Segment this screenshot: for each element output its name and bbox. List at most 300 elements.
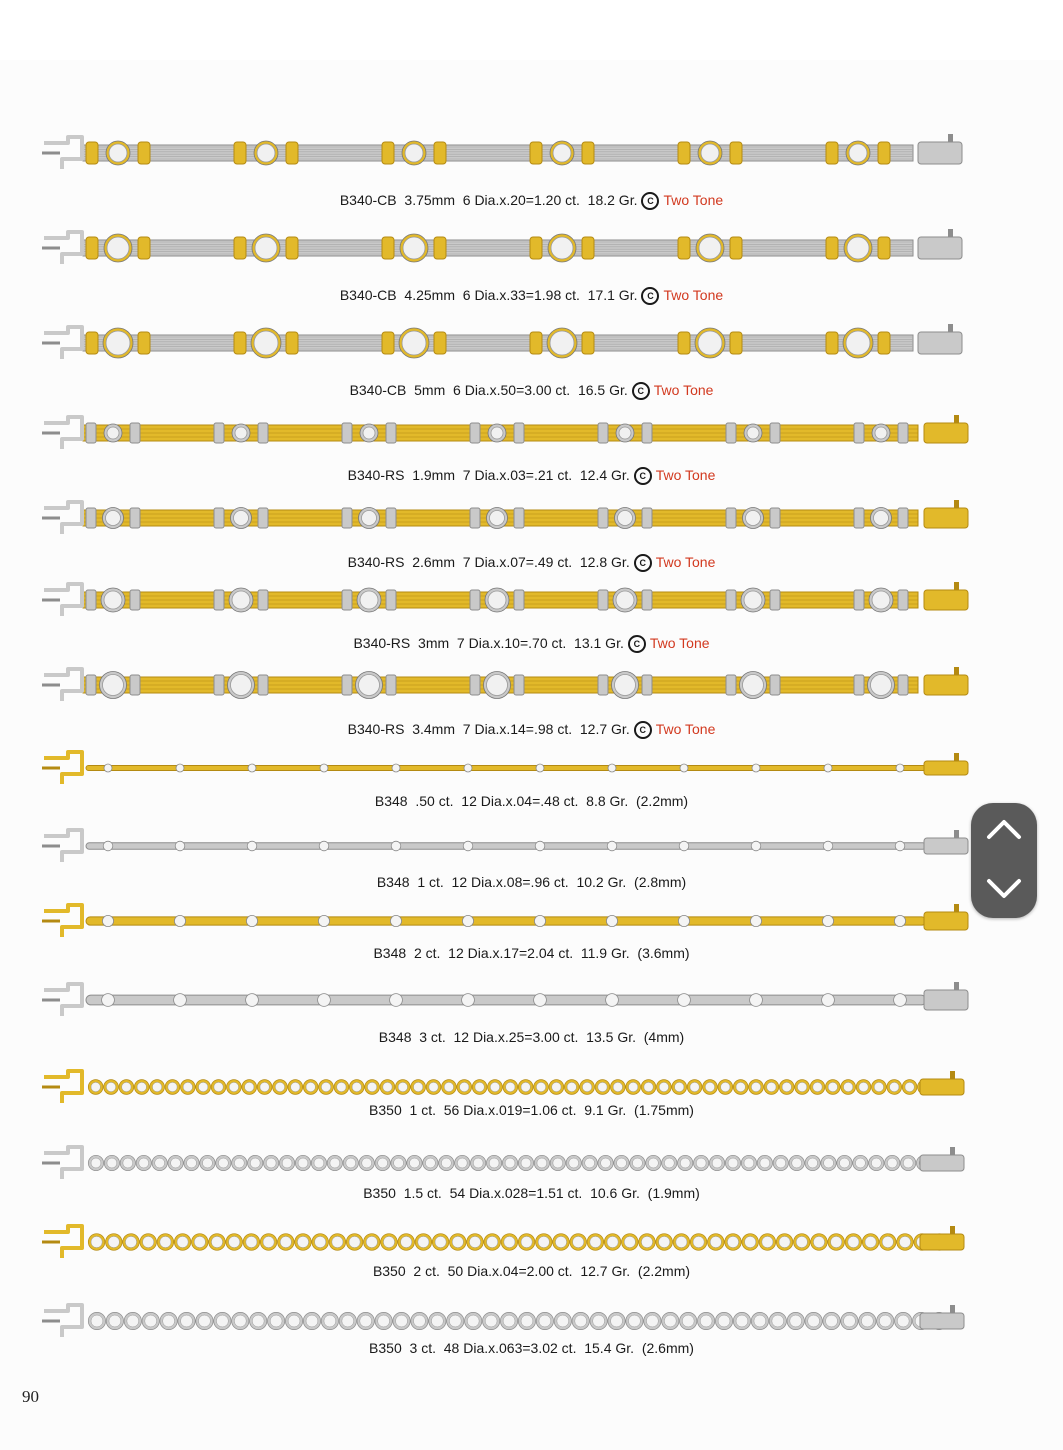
diamond <box>682 1315 694 1327</box>
white-bar <box>86 675 96 695</box>
diamond <box>826 1315 838 1327</box>
gold-bar <box>878 237 890 259</box>
bracelet-image <box>38 1140 973 1186</box>
diamond <box>772 1315 784 1327</box>
diamond <box>414 1082 423 1091</box>
white-bar <box>470 508 480 528</box>
gold-bar <box>730 142 742 164</box>
diamond <box>693 1236 704 1247</box>
diamond <box>894 994 907 1007</box>
diamond <box>460 1082 469 1091</box>
box-clasp <box>920 1079 964 1095</box>
gold-bar <box>582 142 594 164</box>
diamond <box>127 1315 139 1327</box>
diamond <box>137 1082 146 1091</box>
diamond <box>808 1315 820 1327</box>
diamond <box>744 1158 754 1168</box>
white-bar <box>214 423 224 443</box>
white-bar <box>854 675 864 695</box>
diamond <box>535 841 545 851</box>
diamond <box>607 841 617 851</box>
white-bar <box>642 590 652 610</box>
bracelet-caption <box>0 793 1063 809</box>
diamond <box>246 994 259 1007</box>
white-bar <box>770 508 780 528</box>
diamond <box>536 764 544 772</box>
box-clasp <box>920 1234 964 1250</box>
box-clasp <box>918 332 962 354</box>
white-bar <box>514 590 524 610</box>
diamond <box>247 841 257 851</box>
diamond <box>598 1082 607 1091</box>
caption-text: B340-CB 3.75mm 6 Dia.x.20=1.20 ct. 18.2 Gr. <box>339 192 638 208</box>
diamond <box>306 1082 315 1091</box>
diamond <box>828 1082 837 1091</box>
gold-bar <box>234 142 246 164</box>
diamond <box>266 1158 276 1168</box>
diamond <box>590 1236 601 1247</box>
diamond <box>171 1158 181 1168</box>
diamond <box>488 591 506 609</box>
diamond <box>288 1315 300 1327</box>
white-bar <box>854 423 864 443</box>
two-tone-label: Two Tone <box>663 192 724 208</box>
diamond <box>257 144 275 162</box>
diamond <box>553 144 571 162</box>
diamond <box>160 1236 171 1247</box>
diamond <box>690 1082 699 1091</box>
diamond <box>102 994 115 1007</box>
white-bar <box>898 675 908 695</box>
diamond <box>321 1082 330 1091</box>
diamond <box>678 994 691 1007</box>
caption-text: B350 3 ct. 48 Dia.x.063=3.02 ct. 15.4 Gr. (2.6mm) <box>369 1340 694 1356</box>
diamond <box>848 1236 859 1247</box>
diamond <box>890 1082 899 1091</box>
diamond <box>394 1158 404 1168</box>
gold-bar <box>138 237 150 259</box>
diamond <box>457 1158 467 1168</box>
diamond <box>696 1158 706 1168</box>
diamond <box>751 1082 760 1091</box>
clasp-pin <box>954 582 959 590</box>
diamond <box>569 1158 579 1168</box>
diamond <box>844 1315 856 1327</box>
white-bar <box>598 675 608 695</box>
diamond <box>646 1315 658 1327</box>
diamond <box>396 1315 408 1327</box>
diamond <box>248 764 256 772</box>
diamond <box>346 1158 356 1168</box>
diamond <box>431 1315 443 1327</box>
bracelet-caption <box>0 287 1063 305</box>
bracelet-image <box>38 1298 973 1344</box>
gold-bar <box>730 237 742 259</box>
diamond <box>894 915 905 926</box>
white-bar <box>86 590 96 610</box>
gold-bar <box>730 332 742 354</box>
white-bar <box>258 508 268 528</box>
diamond <box>297 1236 308 1247</box>
cable-link <box>83 240 913 256</box>
diamond <box>844 1082 853 1091</box>
diamond <box>444 1082 453 1091</box>
diamond <box>618 511 633 526</box>
caption-text: B340-RS 3.4mm 7 Dia.x.14=.98 ct. 12.7 Gr. <box>347 721 630 737</box>
white-bar <box>386 423 396 443</box>
bracelet-image <box>38 977 973 1023</box>
diamond <box>360 1315 372 1327</box>
copyright-icon: C <box>641 287 659 305</box>
bracelet-image <box>38 130 973 176</box>
diamond <box>229 1236 240 1247</box>
diamond <box>743 675 764 696</box>
diamond <box>505 1158 515 1168</box>
white-bar <box>130 423 140 443</box>
white-bar <box>342 675 352 695</box>
diamond <box>211 1236 222 1247</box>
diamond <box>390 915 401 926</box>
diamond <box>553 1158 563 1168</box>
gold-bar <box>878 332 890 354</box>
box-clasp <box>924 912 968 930</box>
chevron-down-icon <box>986 875 1022 901</box>
diamond <box>776 1158 786 1168</box>
diamond <box>808 1158 818 1168</box>
diamond <box>106 1082 115 1091</box>
diamond <box>619 427 631 439</box>
diamond <box>705 1082 714 1091</box>
diamond <box>168 1082 177 1091</box>
bracelet-image <box>38 225 973 271</box>
white-bar <box>898 508 908 528</box>
diamond <box>254 331 278 355</box>
diamond <box>360 591 378 609</box>
diamond <box>252 1315 264 1327</box>
diamond <box>859 1082 868 1091</box>
diamond <box>718 1315 730 1327</box>
gold-bar <box>826 332 838 354</box>
diamond <box>701 144 719 162</box>
diamond <box>779 1236 790 1247</box>
diamond <box>391 841 401 851</box>
box-clasp <box>920 1155 964 1171</box>
diamond <box>91 1082 100 1091</box>
diamond <box>615 675 636 696</box>
bracelet-image <box>38 577 973 623</box>
box-clasp <box>924 761 968 775</box>
white-bar <box>898 590 908 610</box>
diamond <box>593 1315 605 1327</box>
diamond <box>534 994 547 1007</box>
gold-bar <box>382 237 394 259</box>
diamond <box>617 1158 627 1168</box>
white-bar <box>214 508 224 528</box>
white-bar <box>726 590 736 610</box>
diamond <box>318 915 329 926</box>
diamond <box>797 1082 806 1091</box>
diamond <box>229 1082 238 1091</box>
diamond <box>485 1315 497 1327</box>
bracelet-image <box>38 745 973 791</box>
diamond <box>306 1315 318 1327</box>
diamond <box>754 1315 766 1327</box>
diamond <box>659 1082 668 1091</box>
diamond <box>452 1236 463 1247</box>
gold-bar <box>826 142 838 164</box>
box-clasp <box>920 1313 964 1329</box>
bar-link <box>86 995 926 1005</box>
diamond <box>822 994 835 1007</box>
white-bar <box>470 423 480 443</box>
diamond <box>104 591 122 609</box>
page-number: 90 <box>22 1387 39 1406</box>
gold-bar <box>582 332 594 354</box>
caption-text: B350 1.5 ct. 54 Dia.x.028=1.51 ct. 10.6 Gr. (1.9mm) <box>363 1185 700 1201</box>
diamond <box>882 1236 893 1247</box>
clasp-pin <box>948 229 953 237</box>
diamond <box>700 1315 712 1327</box>
diamond <box>698 331 722 355</box>
diamond <box>475 1082 484 1091</box>
white-bar <box>342 423 352 443</box>
scroll-down-button[interactable] <box>971 861 1037 918</box>
gold-bar <box>286 332 298 354</box>
diamond <box>103 841 113 851</box>
box-clasp <box>924 838 968 854</box>
diamond <box>624 1236 635 1247</box>
diamond <box>202 1158 212 1168</box>
diamond <box>174 915 185 926</box>
white-bar <box>386 675 396 695</box>
diamond <box>824 764 832 772</box>
diamond <box>536 1082 545 1091</box>
diamond <box>849 144 867 162</box>
diamond <box>710 1236 721 1247</box>
gold-bar <box>826 237 838 259</box>
diamond <box>234 1158 244 1168</box>
diamond <box>487 1236 498 1247</box>
diamond <box>383 1236 394 1247</box>
white-bar <box>258 590 268 610</box>
white-bar <box>342 508 352 528</box>
copyright-icon: C <box>634 554 652 572</box>
caption-text: B350 1 ct. 56 Dia.x.019=1.06 ct. 9.1 Gr. (1.75mm) <box>369 1102 694 1118</box>
gold-bar <box>86 332 98 354</box>
diamond <box>752 764 760 772</box>
diamond <box>747 427 759 439</box>
diamond <box>521 1158 531 1168</box>
diamond <box>552 1082 561 1091</box>
box-clasp <box>918 237 962 259</box>
diamond <box>664 1158 674 1168</box>
diamond <box>534 915 545 926</box>
diamond <box>871 1158 881 1168</box>
bracelet-caption <box>0 1263 1063 1279</box>
diamond <box>332 1236 343 1247</box>
white-bar <box>130 590 140 610</box>
diamond <box>573 1236 584 1247</box>
bar-link <box>86 766 926 771</box>
white-bar <box>726 675 736 695</box>
diamond <box>263 1236 274 1247</box>
white-bar <box>386 590 396 610</box>
bracelet-image <box>38 410 973 456</box>
box-clasp <box>918 142 962 164</box>
gold-bar <box>138 332 150 354</box>
white-bar <box>214 675 224 695</box>
diamond <box>337 1082 346 1091</box>
gold-bar <box>530 237 542 259</box>
diamond <box>91 1158 101 1168</box>
diamond <box>490 511 505 526</box>
diamond <box>823 841 833 851</box>
diamond <box>632 1158 642 1168</box>
gold-bar <box>434 142 446 164</box>
diamond <box>750 994 763 1007</box>
clasp-pin <box>954 415 959 423</box>
diamond <box>403 237 425 259</box>
diamond <box>122 1082 131 1091</box>
bracelet-caption <box>0 721 1063 739</box>
gold-bar <box>678 332 690 354</box>
diamond <box>139 1158 149 1168</box>
diamond <box>175 841 185 851</box>
diamond <box>538 1236 549 1247</box>
diamond <box>298 1158 308 1168</box>
diamond <box>872 591 890 609</box>
diamond <box>155 1158 165 1168</box>
diamond <box>790 1315 802 1327</box>
diamond <box>506 1082 515 1091</box>
bracelet-image <box>38 823 973 869</box>
diamond <box>905 1082 914 1091</box>
diamond <box>745 1236 756 1247</box>
diamond <box>736 1315 748 1327</box>
white-bar <box>770 423 780 443</box>
white-bar <box>214 590 224 610</box>
bracelet-image <box>38 898 973 944</box>
diamond <box>608 764 616 772</box>
gold-bar <box>434 332 446 354</box>
diamond <box>521 1236 532 1247</box>
gold-bar <box>382 142 394 164</box>
white-bar <box>598 423 608 443</box>
white-bar <box>642 423 652 443</box>
bracelet-caption <box>0 1029 1063 1045</box>
diamond <box>106 511 121 526</box>
gold-bar <box>530 332 542 354</box>
two-tone-label: Two Tone <box>653 382 714 398</box>
white-bar <box>386 508 396 528</box>
diamond <box>359 675 380 696</box>
white-bar <box>514 675 524 695</box>
diamond <box>429 1082 438 1091</box>
diamond <box>245 1082 254 1091</box>
caption-text: B348 .50 ct. 12 Dia.x.04=.48 ct. 8.8 Gr. (2.2mm) <box>374 793 689 809</box>
diamond <box>896 764 904 772</box>
box-clasp <box>924 423 968 443</box>
diamond <box>644 1082 653 1091</box>
diamond <box>792 1158 802 1168</box>
diamond <box>831 1236 842 1247</box>
diamond <box>366 1236 377 1247</box>
diamond <box>330 1158 340 1168</box>
diamond <box>521 1082 530 1091</box>
caption-text: B340-CB 4.25mm 6 Dia.x.33=1.98 ct. 17.1 Gr. <box>339 287 638 303</box>
white-bar <box>130 675 140 695</box>
diamond <box>390 994 403 1007</box>
diamond <box>234 1315 246 1327</box>
diamond <box>855 1158 865 1168</box>
bracelet-image <box>38 662 973 708</box>
diamond <box>402 331 426 355</box>
diamond <box>865 1236 876 1247</box>
diamond <box>616 591 634 609</box>
diamond <box>606 915 617 926</box>
diamond <box>582 1082 591 1091</box>
gold-bar <box>678 142 690 164</box>
two-tone-label: Two Tone <box>655 721 716 737</box>
diamond <box>363 427 375 439</box>
white-bar <box>726 508 736 528</box>
caption-text: B340-RS 3mm 7 Dia.x.10=.70 ct. 13.1 Gr. <box>353 635 624 651</box>
diamond <box>104 764 112 772</box>
diamond <box>648 1158 658 1168</box>
diamond <box>102 915 113 926</box>
bracelet-caption <box>0 382 1063 400</box>
copyright-icon: C <box>634 467 652 485</box>
diamond <box>678 915 689 926</box>
caption-text: B348 3 ct. 12 Dia.x.25=3.00 ct. 13.5 Gr. (4mm) <box>378 1029 685 1045</box>
diamond <box>425 1158 435 1168</box>
diamond <box>91 1236 102 1247</box>
diamond <box>813 1082 822 1091</box>
bracelet-image <box>38 320 973 366</box>
diamond <box>392 764 400 772</box>
chevron-up-icon <box>986 817 1022 843</box>
diamond <box>782 1082 791 1091</box>
diamond <box>462 994 475 1007</box>
diamond <box>464 764 472 772</box>
white-bar <box>770 590 780 610</box>
white-bar <box>470 590 480 610</box>
diamond <box>109 1315 121 1327</box>
diamond <box>107 427 119 439</box>
caption-text: B348 1 ct. 12 Dia.x.08=.96 ct. 10.2 Gr. (2.8mm) <box>376 874 687 890</box>
diamond <box>314 1158 324 1168</box>
diamond <box>275 1082 284 1091</box>
diamond <box>659 1236 670 1247</box>
diamond <box>362 1158 372 1168</box>
diamond <box>551 237 573 259</box>
diamond <box>163 1315 175 1327</box>
bar-link <box>86 917 926 925</box>
diamond <box>762 1236 773 1247</box>
diamond <box>260 1082 269 1091</box>
two-tone-label: Two Tone <box>655 554 716 570</box>
diamond <box>177 1236 188 1247</box>
diamond <box>871 675 892 696</box>
scroll-up-button[interactable] <box>971 803 1037 860</box>
bracelet-caption <box>0 192 1063 210</box>
diamond <box>879 1315 891 1327</box>
diamond <box>539 1315 551 1327</box>
diamond <box>503 1315 515 1327</box>
copyright-icon: C <box>628 635 646 653</box>
diamond <box>218 1158 228 1168</box>
white-bar <box>854 508 864 528</box>
